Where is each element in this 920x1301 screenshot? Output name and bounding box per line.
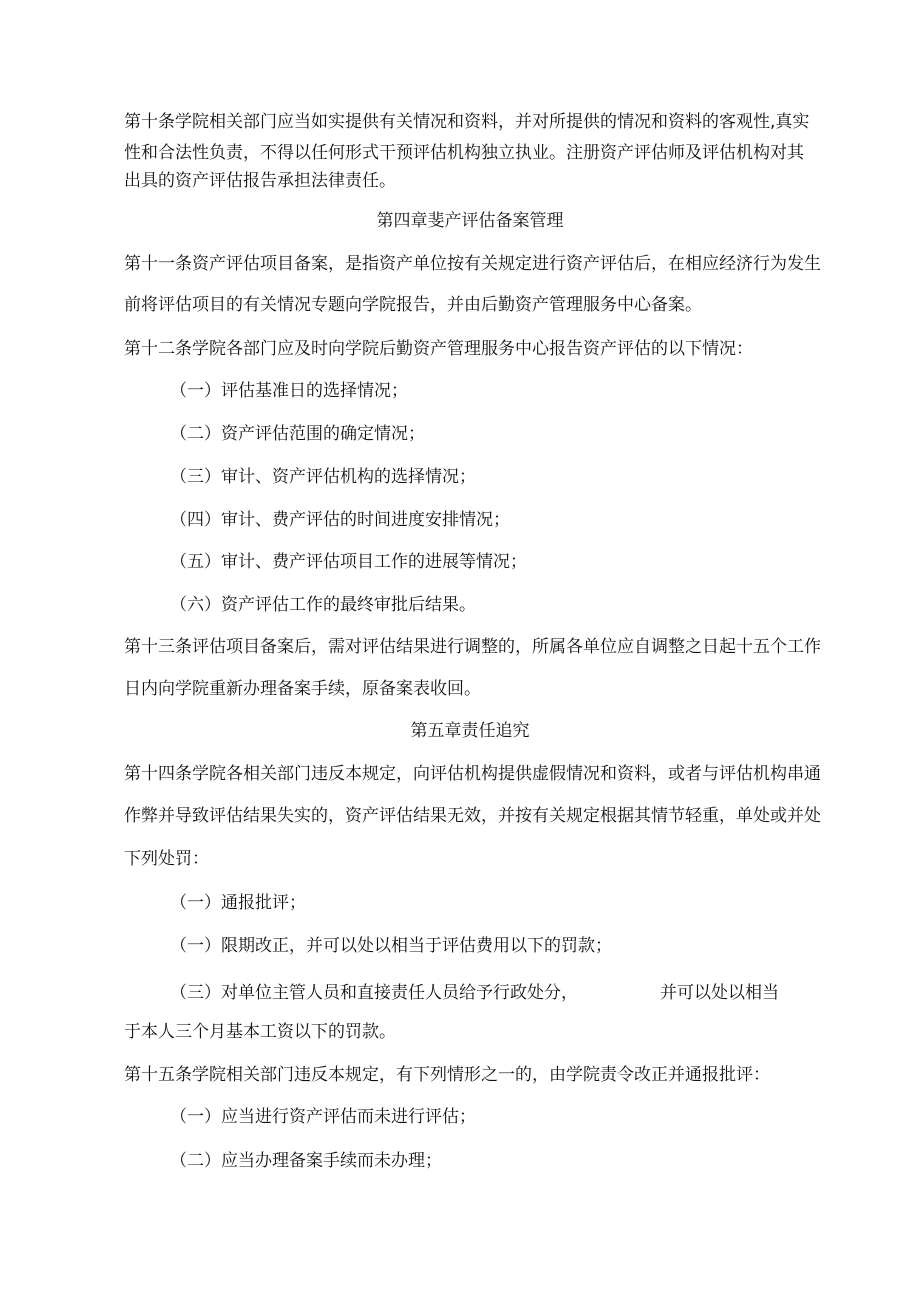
article12-intro: 第十二条学院各部门应及时向学院后勤资产管理服务中心报告资产评估的以下情况： — [124, 339, 753, 359]
chapter5-title: 第五章责任追究 — [410, 721, 530, 741]
article12-item: （三）审计、资产评估机构的选择情况； — [170, 467, 476, 487]
article14-item3-part2: 并可以处以相当 — [660, 983, 779, 1003]
article15-intro: 第十五条学院相关部门违反本规定，有下列情形之一的，由学院责令改正并通报批评： — [124, 1065, 770, 1085]
article14-line1: 第十四条学院各相关部门违反本规定，向评估机构提供虚假情况和资料，或者与评估机构串通 — [124, 764, 821, 784]
article14-item3-part1: （三）对单位主管人员和直接责任人员给予行政处分， — [170, 983, 578, 1003]
article14-item2: （一）限期改正，并可以处以相当于评估费用以下的罚款； — [170, 936, 612, 956]
article15-item: （二）应当办理备案手续而未办理； — [170, 1151, 442, 1171]
article12-item: （五）审计、费产评估项目工作的进展等情况； — [170, 552, 527, 572]
article10-line1: 第十条学院相关部门应当如实提供有关情况和资料，并对所提供的情况和资料的客观性,真实 — [124, 112, 810, 132]
article10-line2: 性和合法性负责，不得以任何形式干预评估机构独立执业。注册资产评估师及评估机构对其 — [124, 143, 804, 163]
article12-item: （六）资产评估工作的最终审批后结果。 — [170, 595, 476, 615]
article13-line1: 第十三条评估项目备案后，需对评估结果进行调整的，所属各单位应自调整之日起十五个工作 — [124, 637, 821, 657]
article11-line1: 第十一条资产评估项目备案，是指资产单位按有关规定进行资产评估后，在相应经济行为发生 — [124, 254, 821, 274]
article12-item: （二）资产评估范围的确定情况； — [170, 424, 425, 444]
article14-item1: （一）通报批评； — [170, 893, 306, 913]
article14-line3: 下列处罚： — [124, 849, 209, 869]
article12-item: （一）评估基准日的选择情况； — [170, 381, 408, 401]
article11-line2: 前将评估项目的有关情况专题向学院报告，并由后勤资产管理服务中心备案。 — [124, 295, 702, 315]
article15-item: （一）应当进行资产评估而未进行评估； — [170, 1107, 476, 1127]
article10-line3: 出具的资产评估报告承担法律责任。 — [124, 171, 396, 191]
article12-item: （四）审计、费产评估的时间进度安排情况； — [170, 510, 510, 530]
chapter4-title: 第四章斐产评估备案管理 — [376, 211, 564, 231]
article14-line2: 作弊并导致评估结果失实的，资产评估结果无效，并按有关规定根据其情节轻重，单处或并处 — [124, 806, 821, 826]
article13-line2: 日内向学院重新办理备案手续，原备案表收回。 — [124, 679, 481, 699]
article14-item3-continuation: 于本人三个月基本工资以下的罚款。 — [124, 1022, 396, 1042]
